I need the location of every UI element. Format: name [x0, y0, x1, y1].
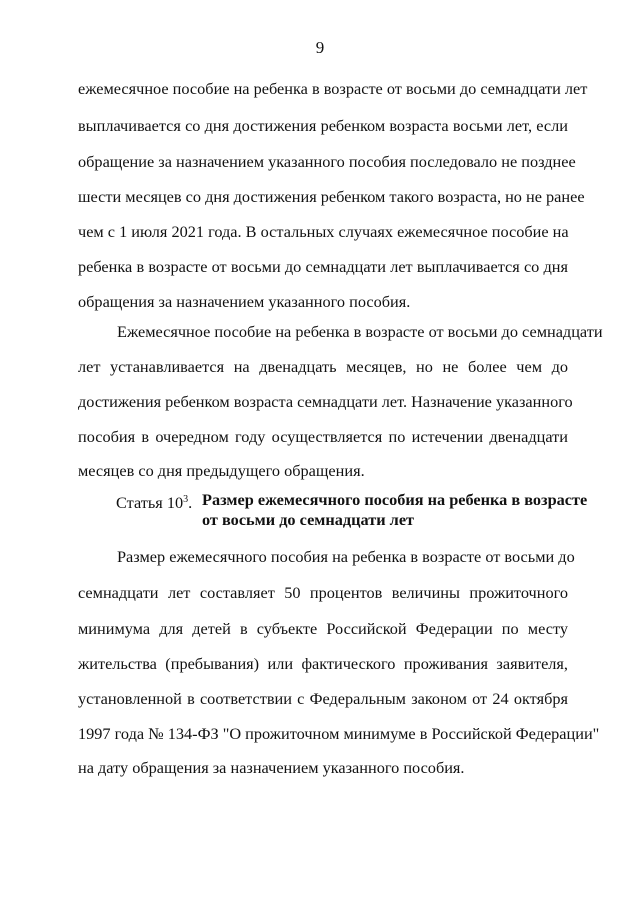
paragraph-line: чем с 1 июля 2021 года. В остальных случаях ежемесячное пособие на [78, 222, 569, 241]
paragraph-line: ежемесячное пособие на ребенка в возрасте от восьми до семнадцати лет [78, 79, 588, 98]
article-title [202, 490, 588, 530]
article-label-suffix: . [188, 493, 193, 512]
article-superscript: 3 [183, 494, 189, 505]
paragraph-line: семнадцати лет составляет 50 процентов величины прожиточного [78, 583, 568, 602]
page-number: 9 [315, 38, 325, 57]
paragraph-line: обращения за назначением указанного пособия. [78, 292, 411, 311]
paragraph-line: шести месяцев со дня достижения ребенком такого возраста, но не ранее [78, 187, 585, 206]
paragraph-line: жительства (пребывания) или фактического проживания заявителя, [78, 654, 568, 673]
article-title-line: от восьми до семнадцати лет [202, 510, 415, 529]
paragraph-line: Ежемесячное пособие на ребенка в возрасте от восьми до семнадцати [117, 322, 603, 341]
paragraph-line: выплачивается со дня достижения ребенком возраста восьми лет, если [78, 116, 568, 135]
paragraph-line: обращение за назначением указанного пособия последовало не позднее [78, 152, 576, 171]
paragraph-line: на дату обращения за назначением указанного пособия. [78, 758, 465, 777]
paragraph-line: 1997 года № 134-ФЗ "О прожиточном минимуме в Российской Федерации" [78, 724, 600, 743]
paragraph-line: достижения ребенком возраста семнадцати лет. Назначение указанного [78, 392, 573, 411]
article-label [116, 490, 192, 513]
paragraph-line: месяцев со дня предыдущего обращения. [78, 461, 365, 480]
article-number: Статья 10 [116, 493, 184, 512]
paragraph-line: установленной в соответствии с Федеральным законом от 24 октября [78, 689, 568, 708]
paragraph-line: лет устанавливается на двенадцать месяцев, но не более чем до [78, 357, 568, 376]
paragraph-line: Размер ежемесячного пособия на ребенка в возрасте от восьми до [117, 547, 575, 566]
paragraph-line: минимума для детей в субъекте Российской Федерации по месту [78, 619, 568, 638]
paragraph-line: пособия в очередном году осуществляется по истечении двенадцати [78, 427, 568, 446]
article-title-line: Размер ежемесячного пособия на ребенка в возрасте [202, 490, 588, 509]
paragraph-line: ребенка в возрасте от восьми до семнадцати лет выплачивается со дня [78, 257, 568, 276]
